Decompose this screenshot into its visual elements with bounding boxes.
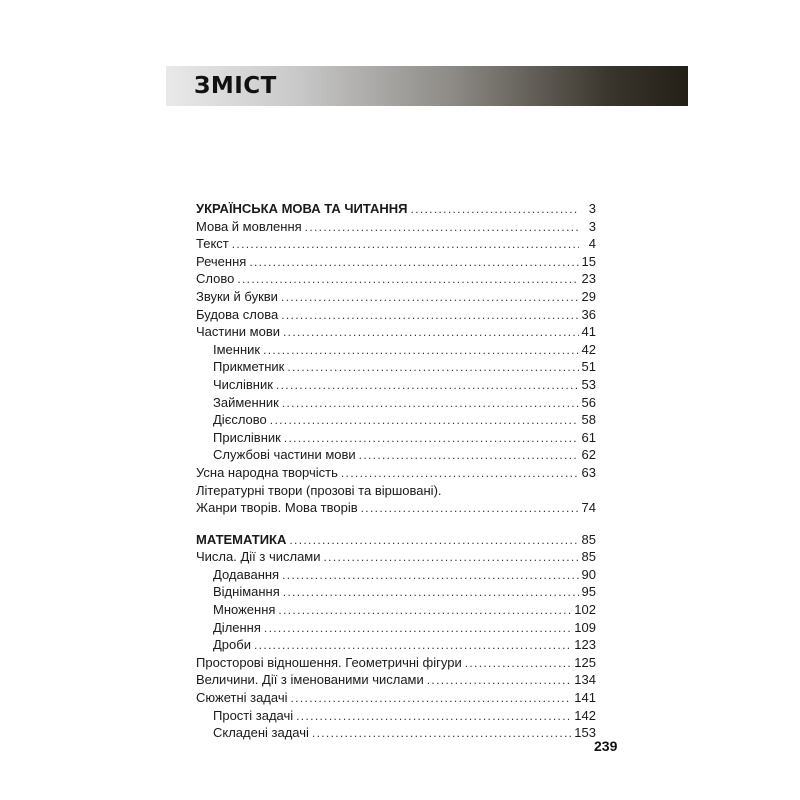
toc-entry-label: Числівник [213,376,273,392]
toc-entry [196,376,596,394]
toc-entry-page: 62 [581,447,596,463]
toc-entry [196,724,596,742]
toc-dot-leader [287,359,578,377]
toc-entry [196,689,596,707]
toc-entry-page: 41 [581,324,596,340]
toc-dot-leader [249,254,578,272]
toc-entry-page: 3 [588,218,596,234]
page-number: 239 [594,738,618,754]
toc-entry-label: УКРАЇНСЬКА МОВА ТА ЧИТАННЯ [196,201,408,216]
toc-entry-page: 123 [574,637,596,653]
toc-entry [196,654,596,672]
toc-entry [196,619,596,637]
toc-dot-leader [282,567,578,585]
toc-entry-page: 125 [574,654,596,670]
toc-entry-page: 4 [588,236,596,252]
toc-entry-label: Речення [196,253,247,269]
toc-entry-label: Частини мови [196,324,280,340]
toc-entry [196,429,596,447]
toc-section-math [196,531,596,742]
toc-entry-page: 36 [581,306,596,322]
toc-entry-label: Просторові відношення. Геометричні фігури [196,654,462,670]
toc-dot-leader [284,430,579,448]
toc-entry-page: 42 [581,341,596,357]
toc-entry-label: Займенник [213,394,279,410]
toc-entry [196,636,596,654]
toc-entry [196,306,596,324]
toc-entry [196,270,596,288]
toc-entry-label: Віднімання [213,584,280,600]
toc-entry-label: Мова й мовлення [196,218,302,234]
toc-dot-leader [281,289,579,307]
toc-dot-leader [324,549,579,567]
toc-dot-leader [263,342,578,360]
toc-entry-label: Текст [196,236,229,252]
toc-entry [196,341,596,359]
toc-entry [196,499,596,517]
toc-entry [196,358,596,376]
toc-dot-leader [427,672,572,690]
toc-entry-label: Будова слова [196,306,279,322]
toc-entry-page: 29 [581,288,596,304]
toc-dot-leader [411,201,580,219]
toc-dot-leader [359,447,579,465]
toc-entry-label: Звуки й букви [196,288,278,304]
toc-entry-label: Додавання [213,566,280,582]
toc-entry [196,218,596,236]
toc-dot-leader [264,620,571,638]
toc-dot-leader [237,271,578,289]
toc-entry [196,482,596,500]
toc-entry-page: 153 [574,725,596,741]
toc-entry-page: 58 [581,412,596,428]
toc-dot-leader [270,412,579,430]
toc-entry-page: 90 [581,566,596,582]
toc-entry-page: 95 [581,584,596,600]
toc-entry-label: Прислівник [213,429,281,445]
toc-entry-page: 63 [581,464,596,480]
toc-entry-page: 102 [574,602,596,618]
toc-entry [196,601,596,619]
toc-entry-page: 134 [574,672,596,688]
toc-entry-label: Прості задачі [213,707,294,723]
toc-entry [196,446,596,464]
toc-entry-page: 15 [581,253,596,269]
toc-dot-leader [282,395,579,413]
toc-entry-label: МАТЕМАТИКА [196,531,287,547]
toc-entry [196,464,596,482]
toc-entry-page: 109 [574,619,596,635]
toc-entry [196,323,596,341]
toc-entry [196,707,596,725]
toc-entry-label: Ділення [213,619,261,635]
toc-dot-leader [465,655,572,673]
toc-dot-leader [254,637,571,655]
toc-entry [196,394,596,412]
toc-entry [196,566,596,584]
toc-entry-label: Прикметник [213,359,285,375]
toc-entry-page: 74 [581,500,596,516]
toc-entry-label: Літературні твори (прозові та віршовані). [196,482,442,498]
toc-dot-leader [283,584,579,602]
toc-entry-page: 3 [588,201,596,216]
toc-entry [196,235,596,253]
toc-entry-label: Числа. Дії з числами [196,549,321,565]
toc-dot-leader [291,690,572,708]
toc-dot-leader [276,377,579,395]
toc-heading [196,200,596,218]
toc-dot-leader [296,708,571,726]
toc-dot-leader [283,324,579,342]
toc-entry-page: 141 [574,690,596,706]
toc-entry-label: Складені задачі [213,725,309,741]
table-of-contents [196,200,596,742]
toc-entry [196,671,596,689]
toc-section-ukrainian [196,200,596,517]
toc-entry-page: 56 [581,394,596,410]
toc-entry-label: Жанри творів. Мова творів [196,500,358,516]
toc-entry-page: 85 [581,549,596,565]
toc-entry [196,253,596,271]
toc-entry [196,583,596,601]
toc-entry-label: Дієслово [213,412,267,428]
toc-entry [196,548,596,566]
toc-entry-page: 85 [581,531,596,547]
toc-dot-leader [312,725,571,743]
toc-dot-leader [361,500,579,518]
toc-dot-leader [305,219,579,237]
toc-entry-label: Іменник [213,341,261,357]
toc-entry-label: Слово [196,271,235,287]
toc-entry-page: 51 [581,359,596,375]
toc-entry-page: 142 [574,707,596,723]
toc-entry-label: Дроби [213,637,251,653]
toc-dot-leader [278,602,571,620]
toc-entry-label: Усна народна творчість [196,464,338,480]
toc-entry-label: Величини. Дії з іменованими числами [196,672,424,688]
toc-dot-leader [289,532,578,550]
toc-entry-label: Множення [213,602,276,618]
toc-entry-label: Сюжетні задачі [196,690,288,706]
toc-dot-leader [232,236,579,254]
toc-entry [196,288,596,306]
page-title: ЗМІСТ [194,73,277,99]
toc-entry-label: Службові частини мови [213,447,356,463]
toc-heading [196,531,596,549]
toc-entry-page: 53 [581,376,596,392]
toc-entry [196,411,596,429]
toc-dot-leader [281,307,578,325]
toc-dot-leader [341,465,579,483]
toc-entry-page: 23 [581,271,596,287]
toc-entry-page: 61 [581,429,596,445]
